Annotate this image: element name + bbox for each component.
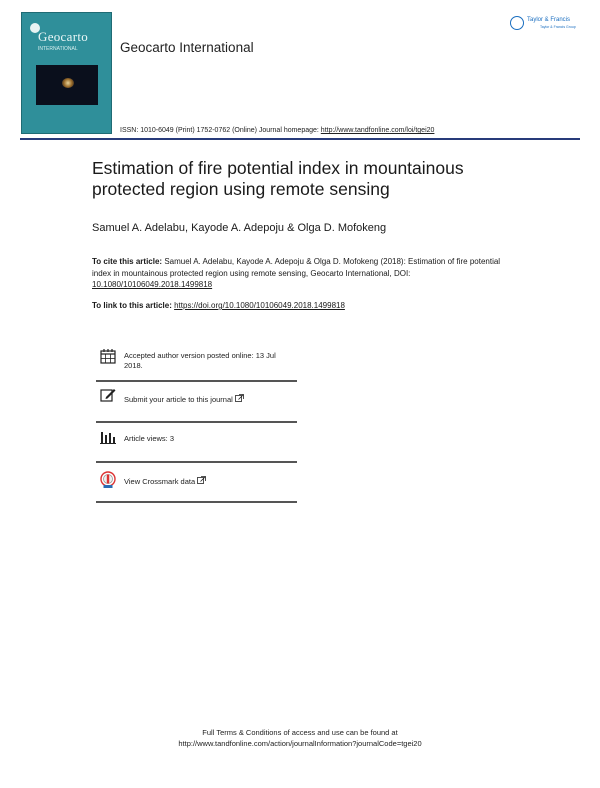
footer-terms-text: Full Terms & Conditions of access and use can be found at xyxy=(202,728,398,737)
cover-subtitle: INTERNATIONAL xyxy=(38,46,78,52)
article-link-line xyxy=(92,301,345,310)
calendar-icon xyxy=(100,348,116,364)
accepted-text: Accepted author version posted online: 13 Jul 2018. xyxy=(124,351,276,370)
link-label: To link to this article: xyxy=(92,301,175,310)
edit-icon xyxy=(100,387,116,403)
publisher-logo xyxy=(510,16,580,36)
publisher-logo-icon xyxy=(510,16,524,30)
issn-line xyxy=(120,127,434,134)
header-rule xyxy=(20,138,580,140)
external-link-icon xyxy=(235,395,244,404)
submit-article-link[interactable] xyxy=(124,394,244,405)
info-divider xyxy=(96,461,297,463)
footer xyxy=(0,727,600,749)
citation-label: To cite this article: xyxy=(92,257,165,266)
doi-link[interactable]: 10.1080/10106049.2018.1499818 xyxy=(92,280,213,289)
external-link-icon xyxy=(197,477,206,486)
citation-block xyxy=(92,256,512,291)
info-divider xyxy=(96,380,297,382)
article-info-panel xyxy=(96,345,297,515)
galaxy-glow-icon xyxy=(62,78,74,88)
journal-homepage-link[interactable]: http://www.tandfonline.com/loi/tgei20 xyxy=(320,127,435,134)
journal-title: Geocarto International xyxy=(120,40,254,55)
bar-chart-icon xyxy=(100,429,116,445)
article-views-text: Article views: 3 xyxy=(124,434,175,443)
cover-image xyxy=(36,65,98,105)
info-divider xyxy=(96,501,297,503)
footer-terms-link[interactable]: http://www.tandfonline.com/action/journalInformation?journalCode=tgei20 xyxy=(178,739,422,748)
journal-cover xyxy=(21,12,112,134)
citation-text: Samuel A. Adelabu, Kayode A. Adepoju & Olga D. Mofokeng (2018): Estimation of fire potential index in mountainous protected region using remote sensing, Geocarto International, DOI: xyxy=(92,257,501,278)
publisher-logo-subtext: Taylor & Francis Group xyxy=(540,25,576,29)
submit-article-label: Submit your article to this journal xyxy=(124,395,233,404)
info-divider xyxy=(96,421,297,423)
article-url-link[interactable]: https://doi.org/10.1080/10106049.2018.1499818 xyxy=(174,301,345,310)
crossmark-link[interactable] xyxy=(124,476,206,487)
cover-title: Geocarto xyxy=(38,29,89,44)
crossmark-icon xyxy=(100,471,116,487)
crossmark-label: View Crossmark data xyxy=(124,477,196,486)
article-title: Estimation of fire potential index in mountainous protected region using remote sensing xyxy=(92,158,464,199)
publisher-logo-text: Taylor & Francis xyxy=(527,17,571,23)
authors: Samuel A. Adelabu, Kayode A. Adepoju & Olga D. Mofokeng xyxy=(92,222,387,234)
issn-text: ISSN: 1010-6049 (Print) 1752-0762 (Online) Journal homepage: xyxy=(120,127,321,134)
